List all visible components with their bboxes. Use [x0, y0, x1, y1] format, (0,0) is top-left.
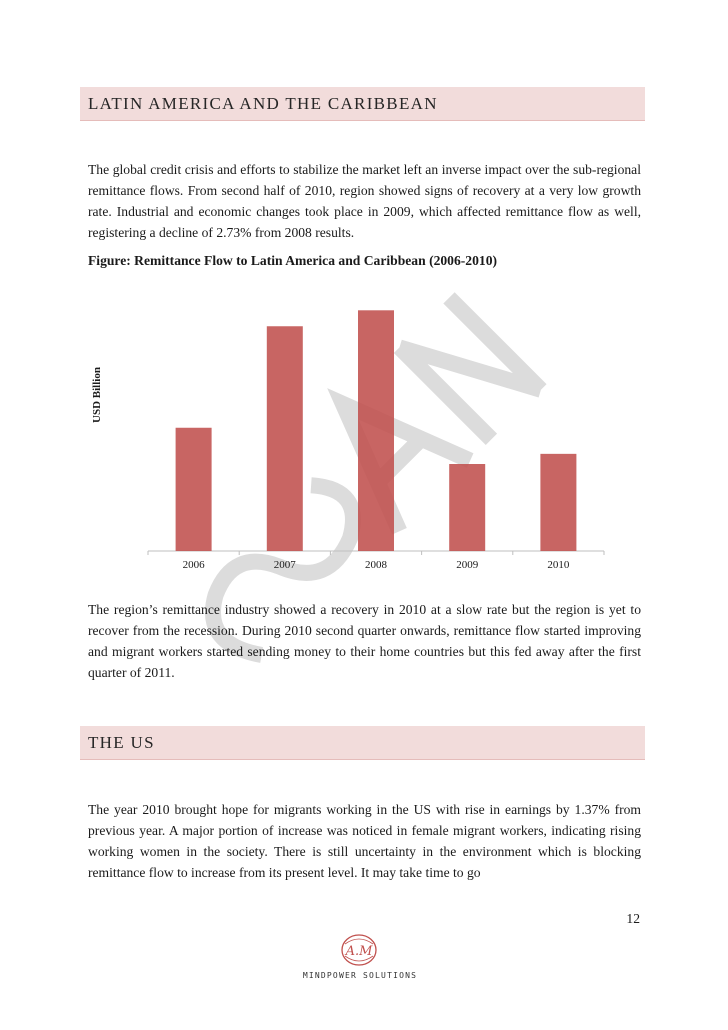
y-axis-label: USD Billion — [91, 367, 103, 423]
page-number: 12 — [626, 911, 640, 926]
bar-2009 — [449, 464, 485, 551]
company-name: MINDPOWER SOLUTIONS — [302, 971, 418, 980]
remittance-bar-chart — [78, 280, 638, 590]
bar-2008 — [358, 310, 394, 551]
section-header-us: THE US — [80, 726, 645, 760]
svg-text:A.M: A.M — [345, 944, 373, 959]
bar-2006 — [176, 428, 212, 551]
figure-caption: Figure: Remittance Flow to Latin America and Caribbean (2006-2010) — [88, 253, 498, 268]
us-paragraph: The year 2010 brought hope for migrants working in the US with rise in earnings by 1.37% from previous year. A major portion of increase was noticed in female migrant workers, indicating rising working women in the society. There is still uncertainty in the environment which is blocking remittance flow to increase from its present level. It may take time to go — [88, 802, 641, 880]
x-tick-label-2006: 2006 — [182, 559, 205, 571]
x-tick-label-2008: 2008 — [365, 559, 387, 571]
x-tick-label-2010: 2010 — [547, 559, 570, 571]
bar-2007 — [267, 326, 303, 551]
x-tick-label-2009: 2009 — [456, 559, 479, 571]
recovery-paragraph: The region’s remittance industry showed a recovery in 2010 at a slow rate but the region is yet to recover from the recession. During 2010 second quarter onwards, remittance flow started improving and migrant workers started sending money to their home countries but this fed away after the first quarter of 2011. — [88, 602, 641, 680]
x-tick-label-2007: 2007 — [273, 559, 296, 571]
latin-america-paragraph: The global credit crisis and efforts to stabilize the market left an inverse impact over the sub-regional remittance flows. From second half of 2010, region showed signs of recovery at a very low growth rate. Industrial and economic changes took place in 2009, which affected remittance flow as well, registering a decline of 2.73% from 2008 results. — [88, 162, 641, 240]
company-logo — [339, 932, 379, 968]
section-header-latin-america: LATIN AMERICA AND THE CARIBBEAN — [80, 87, 645, 121]
bar-2010 — [540, 454, 576, 551]
